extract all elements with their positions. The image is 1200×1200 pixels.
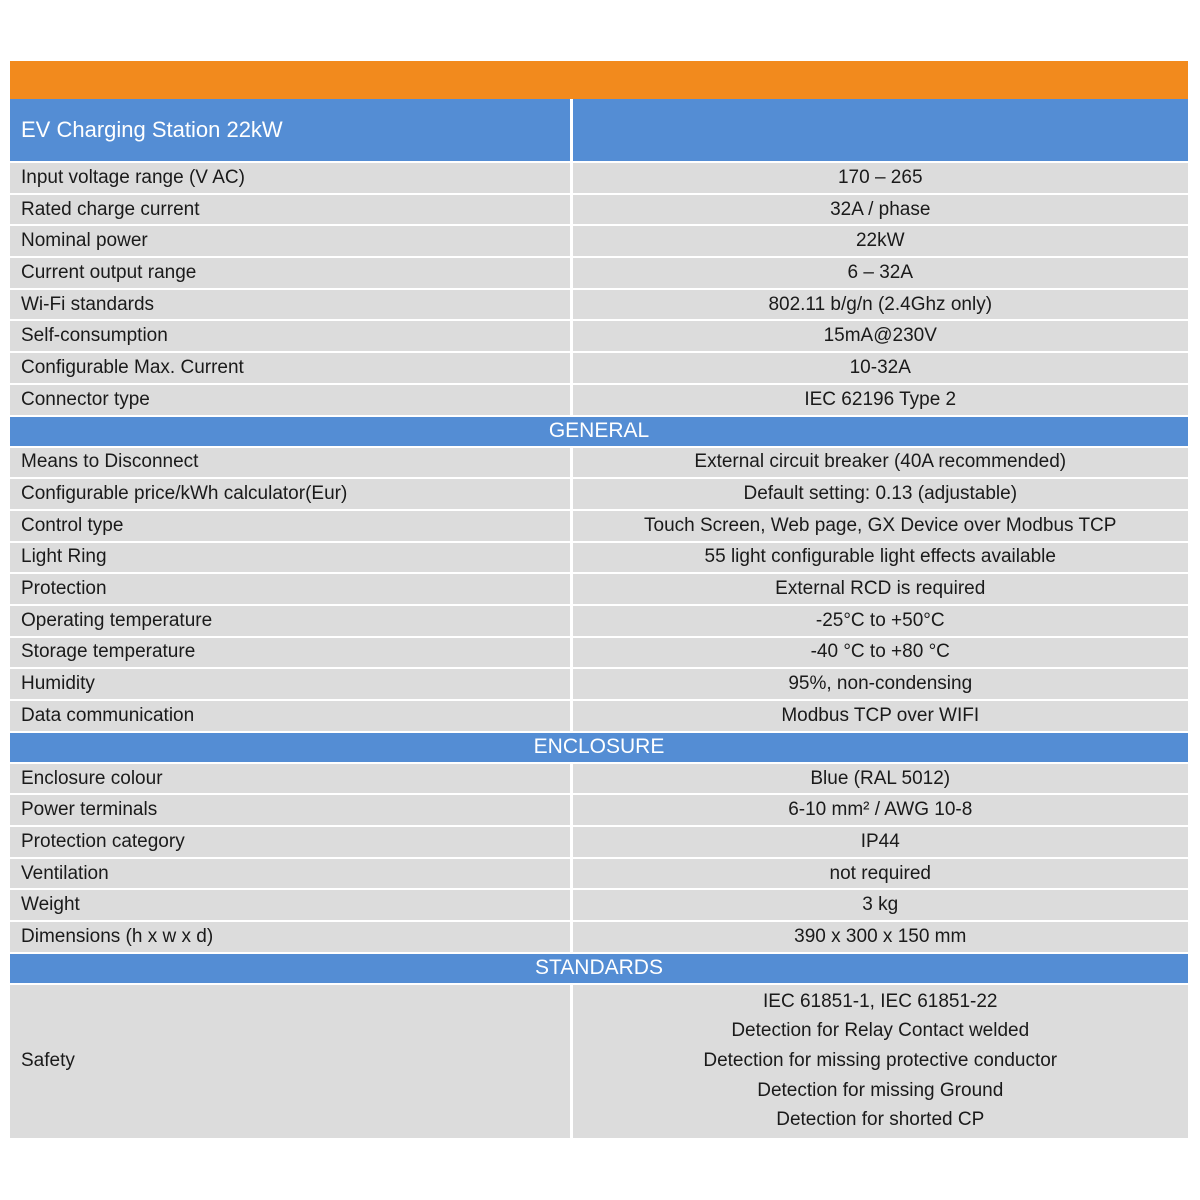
row-label: Control type (10, 510, 571, 542)
row-label: Nominal power (10, 225, 571, 257)
row-value: Touch Screen, Web page, GX Device over Modbus TCP (571, 510, 1188, 542)
product-title-value (571, 99, 1188, 162)
row-label: Data communication (10, 700, 571, 732)
safety-line: Detection for missing Ground (757, 1079, 1004, 1101)
section-header-general (10, 416, 1188, 447)
table-row (10, 700, 1188, 732)
row-value: External RCD is required (571, 573, 1188, 605)
row-label: Safety (10, 984, 571, 1138)
row-label: Self-consumption (10, 320, 571, 352)
row-value: 6-10 mm² / AWG 10-8 (571, 794, 1188, 826)
row-label: Power terminals (10, 794, 571, 826)
row-value: IP44 (571, 826, 1188, 858)
row-value: 55 light configurable light effects available (571, 542, 1188, 574)
row-value: 170 – 265 (571, 162, 1188, 194)
table-row (10, 542, 1188, 574)
row-label: Operating temperature (10, 605, 571, 637)
table-row (10, 257, 1188, 289)
row-value: -25°C to +50°C (571, 605, 1188, 637)
row-label: Current output range (10, 257, 571, 289)
table-row (10, 289, 1188, 321)
safety-line: IEC 61851-1, IEC 61851-22 (763, 990, 998, 1012)
safety-line: Detection for Relay Contact welded (731, 1020, 1030, 1042)
row-label: Wi-Fi standards (10, 289, 571, 321)
table-title-row (10, 99, 1188, 162)
table-row (10, 384, 1188, 416)
row-label: Means to Disconnect (10, 447, 571, 479)
row-value: 22kW (571, 225, 1188, 257)
row-value: 95%, non-condensing (571, 668, 1188, 700)
row-label: Protection (10, 573, 571, 605)
row-value-multiline (571, 984, 1188, 1138)
section-title: STANDARDS (10, 953, 1188, 984)
table-row (10, 889, 1188, 921)
row-value: not required (571, 858, 1188, 890)
safety-line: Detection for missing protective conductor (703, 1050, 1058, 1071)
table-row (10, 763, 1188, 795)
row-label: Rated charge current (10, 194, 571, 226)
row-label: Configurable price/kWh calculator(Eur) (10, 478, 571, 510)
row-label: Input voltage range (V AC) (10, 162, 571, 194)
row-value: Modbus TCP over WIFI (571, 700, 1188, 732)
table-row (10, 478, 1188, 510)
table-row (10, 320, 1188, 352)
row-value: External circuit breaker (40A recommended) (571, 447, 1188, 479)
row-label: Storage temperature (10, 637, 571, 669)
table-row-safety (10, 984, 1188, 1138)
row-label: Connector type (10, 384, 571, 416)
section-title: GENERAL (10, 416, 1188, 447)
row-label: Ventilation (10, 858, 571, 890)
row-value: Default setting: 0.13 (adjustable) (571, 478, 1188, 510)
section-title: ENCLOSURE (10, 732, 1188, 763)
row-value: 390 x 300 x 150 mm (571, 921, 1188, 953)
table-row (10, 637, 1188, 669)
table-row (10, 668, 1188, 700)
section-header-enclosure (10, 732, 1188, 763)
table-row (10, 447, 1188, 479)
row-label: Dimensions (h x w x d) (10, 921, 571, 953)
row-value: 3 kg (571, 889, 1188, 921)
table-row (10, 194, 1188, 226)
table-row (10, 605, 1188, 637)
table-row (10, 573, 1188, 605)
table-row (10, 162, 1188, 194)
table-row (10, 858, 1188, 890)
spec-table (10, 99, 1188, 1138)
product-title: EV Charging Station 22kW (10, 99, 571, 162)
table-row (10, 225, 1188, 257)
row-value: 802.11 b/g/n (2.4Ghz only) (571, 289, 1188, 321)
table-row (10, 794, 1188, 826)
row-label: Configurable Max. Current (10, 352, 571, 384)
row-label: Protection category (10, 826, 571, 858)
row-value: Blue (RAL 5012) (571, 763, 1188, 795)
row-label: Enclosure colour (10, 763, 571, 795)
safety-line: Detection for shorted CP (776, 1109, 985, 1131)
row-value: -40 °C to +80 °C (571, 637, 1188, 669)
table-row (10, 510, 1188, 542)
row-value: 15mA@230V (571, 320, 1188, 352)
row-label: Weight (10, 889, 571, 921)
table-row (10, 352, 1188, 384)
row-value: 6 – 32A (571, 257, 1188, 289)
row-label: Humidity (10, 668, 571, 700)
table-row (10, 921, 1188, 953)
section-header-standards (10, 953, 1188, 984)
row-label: Light Ring (10, 542, 571, 574)
row-value: 10-32A (571, 352, 1188, 384)
row-value: 32A / phase (571, 194, 1188, 226)
row-value: IEC 62196 Type 2 (571, 384, 1188, 416)
table-row (10, 826, 1188, 858)
top-accent-bar (10, 61, 1188, 99)
